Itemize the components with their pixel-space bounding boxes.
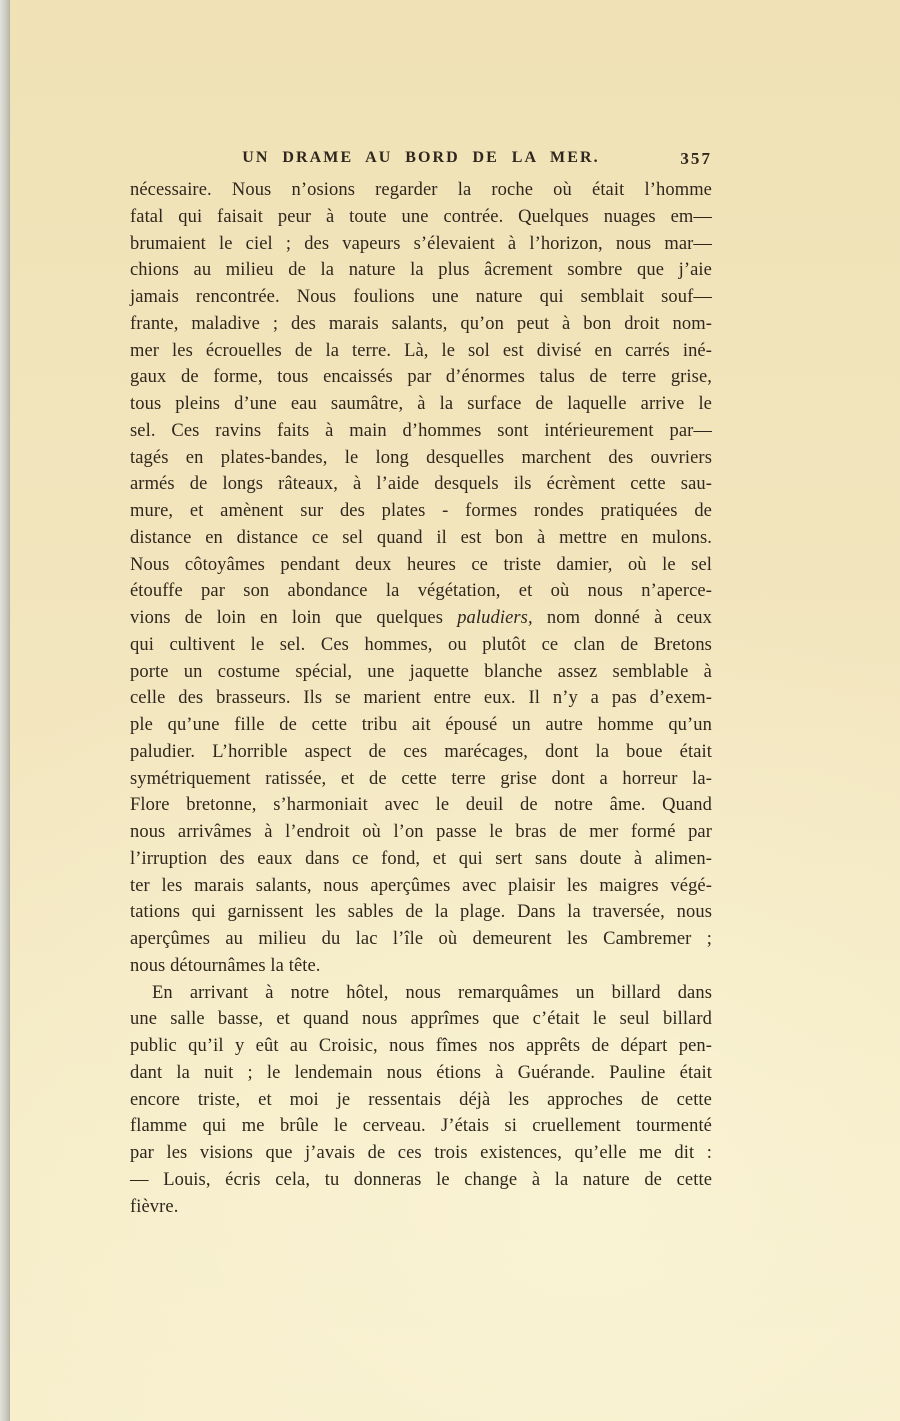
text-segment: public qu’il y eût au Croisic, nous fîmes nos apprêts de départ pen-: [130, 1036, 712, 1056]
text-segment: distance en distance ce sel quand il est bon à mettre en mulons.: [130, 527, 712, 548]
text-line: [130, 578, 712, 605]
text-line: [130, 552, 712, 579]
running-header: [130, 149, 712, 173]
text-line: [130, 231, 712, 258]
text-block: [130, 177, 712, 1220]
text-line: [130, 899, 712, 926]
text-segment: nous détournâmes la tête.: [130, 955, 321, 976]
text-line: [130, 284, 712, 311]
text-line: [130, 204, 712, 231]
text-segment: fatal qui faisait peur à toute une contrée. Quelques nuages em—: [130, 206, 712, 227]
text-segment: brumaient le ciel ; des vapeurs s’élevaient à l’horizon, nous mar—: [130, 233, 712, 254]
text-line: [130, 338, 712, 365]
text-segment: Nous côtoyâmes pendant deux heures ce triste damier, où le sel: [130, 554, 712, 575]
text-segment: frante, maladive ; des marais salants, qu’on peut à bon droit nom-: [130, 313, 712, 334]
text-line: [130, 1087, 712, 1114]
text-segment: En arrivant à notre hôtel, nous remarquâmes un billard dans: [152, 982, 712, 1003]
text-line: [130, 364, 712, 391]
text-line: [130, 819, 712, 846]
text-segment: nécessaire. Nous n’osions regarder la roche où était l’homme: [130, 180, 712, 200]
text-line: [130, 605, 712, 632]
text-line: [130, 1006, 712, 1033]
text-segment: symétriquement ratissée, et de cette terre grise dont a horreur la-: [130, 768, 712, 789]
text-segment: tations qui garnissent les sables de la plage. Dans la traversée, nous: [130, 902, 712, 923]
text-line: [130, 1033, 712, 1060]
text-segment: une salle basse, et quand nous apprîmes que c’était le seul billard: [130, 1009, 712, 1030]
text-line: [130, 177, 712, 204]
text-segment: mure, et amènent sur des plates - formes rondes pratiquées de: [130, 501, 712, 521]
text-line: [130, 257, 712, 284]
text-line: [130, 391, 712, 418]
text-segment: celle des brasseurs. Ils se marient entre eux. Il n’y a pas d’exem-: [130, 688, 712, 709]
italic-text: paludiers,: [457, 608, 533, 628]
text-line: [130, 1060, 712, 1087]
text-line: [130, 1113, 712, 1140]
text-segment: par les visions que j’avais de ces trois existences, qu’elle me dit :: [130, 1143, 712, 1163]
text-line: [130, 766, 712, 793]
text-line: [130, 632, 712, 659]
text-segment: nom donné à ceux: [532, 608, 713, 628]
paragraph: [130, 1167, 712, 1221]
text-line: [130, 1167, 712, 1194]
text-segment: encore triste, et moi je ressentais déjà les approches de cette: [130, 1089, 712, 1110]
text-segment: qui cultivent le sel. Ces hommes, ou plutôt ce clan de Bretons: [130, 634, 712, 655]
text-line: [130, 418, 712, 445]
scan-edge: [0, 0, 10, 1421]
text-segment: vions de loin en loin que quelques: [130, 608, 458, 628]
text-segment: tagés en plates-bandes, le long desquelles marchent des ouvriers: [130, 447, 712, 468]
text-line: [130, 659, 712, 686]
text-segment: flamme qui me brûle le cerveau. J’étais si cruellement tourmenté: [130, 1116, 712, 1137]
running-title: UN DRAME AU BORD DE LA MER.: [242, 149, 600, 166]
text-segment: Flore bretonne, s’harmoniait avec le deuil de notre âme. Quand: [130, 795, 712, 816]
text-line: [130, 739, 712, 766]
text-segment: ple qu’une fille de cette tribu ait épousé un autre homme qu’un: [130, 715, 712, 735]
text-segment: tous pleins d’une eau saumâtre, à la surface de laquelle arrive le: [130, 394, 712, 414]
text-segment: gaux de forme, tous encaissés par d’énormes talus de terre grise,: [130, 367, 712, 388]
paragraph: [130, 980, 712, 1167]
text-segment: l’irruption des eaux dans ce fond, et qui sert sans doute à alimen-: [130, 848, 712, 869]
text-segment: aperçûmes au milieu du lac l’île où demeurent les Cambremer ;: [130, 929, 712, 949]
text-segment: — Louis, écris cela, tu donneras le change à la nature de cette: [130, 1169, 712, 1190]
text-segment: armés de longs râteaux, à l’aide desquels ils écrèment cette sau-: [130, 474, 712, 495]
text-line: [130, 1194, 712, 1221]
text-segment: porte un costume spécial, une jaquette blanche assez semblable à: [130, 661, 712, 682]
text-segment: jamais rencontrée. Nous foulions une nature qui semblait souf—: [130, 287, 712, 307]
text-segment: étouffe par son abondance la végétation, et où nous n’aperce-: [130, 581, 712, 602]
text-line: [130, 980, 712, 1007]
text-line: [130, 1140, 712, 1167]
text-line: [130, 926, 712, 953]
text-segment: chions au milieu de la nature la plus âcrement sombre que j’aie: [130, 260, 712, 281]
text-line: [130, 311, 712, 338]
text-line: [130, 846, 712, 873]
text-line: [130, 873, 712, 900]
text-line: [130, 685, 712, 712]
text-segment: dant la nuit ; le lendemain nous étions à Guérande. Pauline était: [130, 1062, 712, 1083]
text-line: [130, 792, 712, 819]
text-segment: fièvre.: [130, 1196, 179, 1217]
paragraph: [130, 177, 712, 980]
page-number: 357: [680, 149, 712, 168]
text-line: [130, 525, 712, 552]
text-segment: nous arrivâmes à l’endroit où l’on passe le bras de mer formé par: [130, 822, 712, 842]
text-line: [130, 445, 712, 472]
text-segment: sel. Ces ravins faits à main d’hommes sont intérieurement par—: [130, 420, 712, 441]
text-line: [130, 498, 712, 525]
text-segment: ter les marais salants, nous aperçûmes avec plaisir les maigres végé-: [130, 875, 712, 896]
text-line: [130, 471, 712, 498]
text-line: [130, 712, 712, 739]
text-line: [130, 953, 712, 980]
text-segment: mer les écrouelles de la terre. Là, le sol est divisé en carrés iné-: [130, 340, 712, 361]
text-segment: paludier. L’horrible aspect de ces marécages, dont la boue était: [130, 741, 712, 762]
